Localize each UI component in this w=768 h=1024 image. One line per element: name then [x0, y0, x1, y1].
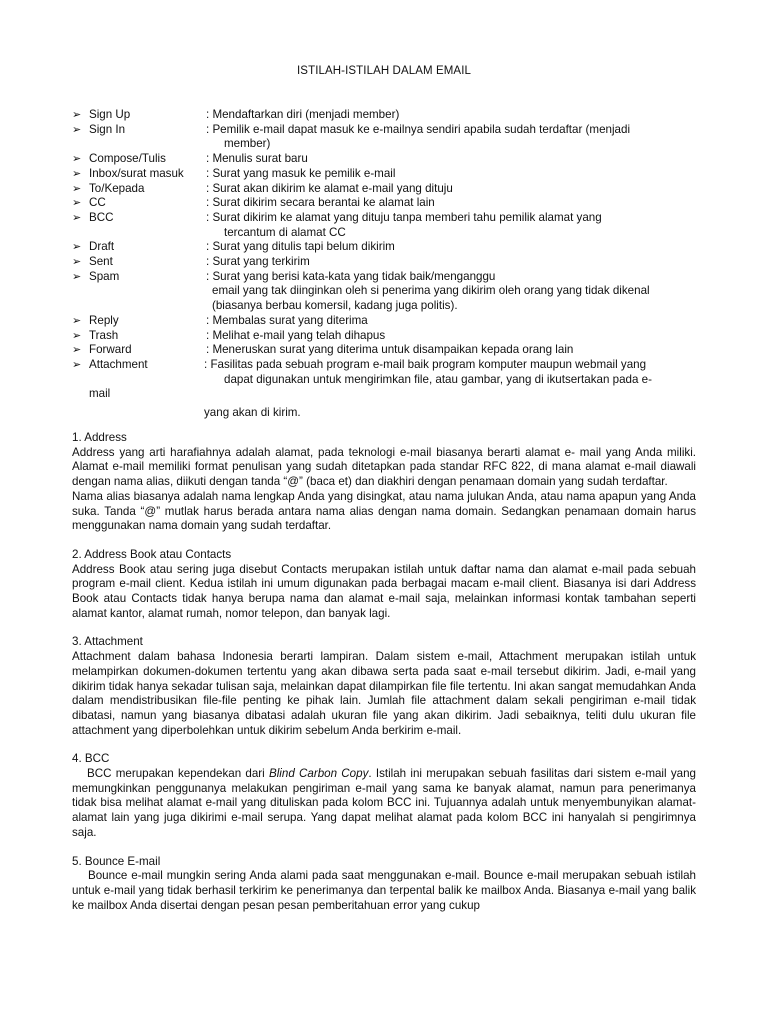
definition-desc: : Melihat e-mail yang telah dihapus: [206, 328, 386, 342]
section-title: 4. BCC: [72, 752, 110, 766]
arrow-bullet-icon: ➢: [72, 109, 82, 121]
definition-item: [72, 152, 708, 167]
definition-desc: : Menulis surat baru: [206, 152, 308, 166]
section-body: [72, 563, 696, 622]
section-address-book: [72, 548, 696, 622]
arrow-bullet-icon: ➢: [72, 314, 82, 327]
arrow-bullet-icon: ➢: [72, 270, 82, 283]
arrow-bullet-icon: ➢: [72, 358, 82, 371]
arrow-bullet-icon: ➢: [72, 344, 82, 357]
definition-item-attachment: [72, 358, 708, 421]
arrow-bullet-icon: ➢: [72, 153, 82, 166]
arrow-bullet-icon: ➢: [72, 211, 82, 224]
arrow-bullet-icon: ➢: [72, 197, 82, 210]
definition-item: [72, 196, 708, 211]
definition-term: Sign In: [89, 122, 126, 136]
definition-desc: : Membalas surat yang diterima: [206, 313, 368, 327]
section-bcc: [72, 752, 696, 840]
section-body: [72, 446, 696, 534]
definition-desc: : Surat dikirim secara berantai ke alamat lain: [206, 196, 435, 210]
definition-item: [72, 270, 708, 314]
definition-item: [72, 211, 708, 240]
arrow-bullet-icon: ➢: [72, 123, 82, 136]
definition-desc: : Surat dikirim ke alamat yang dituju tanpa memberi tahu pemilik alamat yang tercantum di alamat CC: [206, 210, 602, 239]
definition-desc: : Surat akan dikirim ke alamat e-mail yang dituju: [206, 181, 453, 195]
section-body: [72, 767, 696, 841]
definition-item: [72, 182, 708, 197]
paragraph: Address Book atau sering juga disebut Contacts merupakan istilah untuk daftar nama dan alamat e-mail pada sebuah program e-mail client. Kedua istilah ini umum digunakan pada berbagai macam e-mail client. Biasanya isi dari Address Book atau Contacts tidak hanya berupa nama dan alamat e-mail saja, melainkan informasi kontak tambahan seperti alamat kantor, alamat rumah, nomor telepon, dan banyak lagi.: [72, 562, 696, 620]
definition-term: Draft: [89, 240, 115, 254]
italic-term: Blind Carbon Copy: [269, 767, 369, 781]
section-body: [72, 650, 696, 738]
definition-desc: : Surat yang terkirim: [206, 255, 310, 269]
section-attachment: [72, 635, 696, 738]
definition-item: [72, 123, 708, 152]
definition-term: BCC: [89, 210, 114, 224]
definition-desc: : Surat yang masuk ke pemilik e-mail: [206, 166, 396, 180]
section-title: 5. Bounce E-mail: [72, 854, 161, 868]
definition-term: CC: [89, 196, 106, 210]
sections: [72, 431, 696, 927]
arrow-bullet-icon: ➢: [72, 241, 82, 254]
paragraph: Address yang arti harafiahnya adalah alamat, pada teknologi e-mail biasanya berarti alamat e- mail yang Anda miliki. Alamat e-mail memiliki format penulisan yang sudah ditetapkan pada standar RFC 822, di mana alamat e-mail diawali dengan nama alias, diikuti dengan tanda “@” (baca et) dan diakhiri dengan penamaan domain yang sudah terdaftar.: [72, 445, 696, 489]
definition-term: Reply: [89, 313, 119, 327]
document-title: ISTILAH-ISTILAH DALAM EMAIL: [297, 65, 471, 77]
section-body: [72, 869, 696, 913]
definition-item: [72, 108, 708, 123]
paragraph: BCC merupakan kependekan dari Blind Carbon Copy. Istilah ini merupakan sebuah fasilitas dari sistem e-mail yang memungkinkan penggunanya melakukan pengiriman e-mail yang sama ke banyak alamat, namun para penerimanya tidak bisa melihat alamat e-mail yang dituliskan pada kolom BCC ini. Tujuannya adalah untuk menyembunyikan alamat-alamat lain yang juga dikirimi e-mail serupa. Yang dapat melihat alamat pada kolom BCC ini hanyalah si pengirimnya saja.: [72, 767, 696, 839]
definition-term: Trash: [89, 328, 119, 342]
paragraph: Bounce e-mail mungkin sering Anda alami pada saat menggunakan e-mail. Bounce e-mail merupakan sebuah istilah untuk e-mail yang tidak berhasil terkirim ke penerimanya dan terpental balik ke mailbox Anda. Biasanya e-mail yang balik ke mailbox Anda disertai dengan pesan pesan pemberitahuan error yang cukup: [72, 869, 696, 912]
definition-desc: : Meneruskan surat yang diterima untuk disampaikan kepada orang lain: [206, 343, 574, 357]
definition-term: Forward: [89, 343, 132, 357]
definition-desc: : Mendaftarkan diri (menjadi member): [206, 108, 400, 121]
paragraph: Attachment dalam bahasa Indonesia berarti lampiran. Dalam sistem e-mail, Attachment merupakan istilah untuk melampirkan dokumen-dokumen tertentu yang akan dibawa serta pada saat e-mail tersebut dikirim. Jadi, e-mail yang dikirim tidak hanya sekadar tulisan saja, melainkan dapat dilampirkan file file tertentu. Ini akan sangat memudahkan Anda dalam mendistribusikan file-file penting ke pihak lain. Jumlah file attachment dalam sekali pengiriman e-mail tidak dibatasi, namun yang biasanya dibatasi adalah ukuran file yang akan dikirim. Jadi sebaiknya, teliti dulu ukuran file attachment yang diperbolehkan untuk dikirim sebelum Anda berkirim e-mail.: [72, 650, 696, 737]
section-title: 3. Attachment: [72, 635, 143, 649]
arrow-bullet-icon: ➢: [72, 167, 82, 180]
definition-term: Compose/Tulis: [89, 152, 166, 166]
definition-desc: : Surat yang berisi kata-kata yang tidak baik/menganggu email yang tak diinginkan oleh si penerima yang dikirim oleh orang yang tidak dikenal (biasanya berbau komersil, kadang juga politis).: [206, 269, 650, 313]
definition-term: To/Kepada: [89, 181, 145, 195]
section-address: [72, 431, 696, 534]
paragraph: Nama alias biasanya adalah nama lengkap Anda yang disingkat, atau nama julukan Anda, atau nama apapun yang Anda suka. Tanda “@” mutlak harus berada antara nama alias dengan nama domain. Sedangkan penamaan domain harus menggunakan nama domain yang sudah terdaftar.: [72, 489, 696, 533]
definition-term: Sent: [89, 255, 113, 269]
definition-term: Spam: [89, 269, 120, 283]
section-title: 1. Address: [72, 431, 127, 444]
section-title: 2. Address Book atau Contacts: [72, 547, 232, 561]
definition-term: Attachment: [89, 357, 148, 371]
definition-item: [72, 329, 708, 344]
definition-term: Sign Up: [89, 108, 131, 121]
arrow-bullet-icon: ➢: [72, 182, 82, 195]
definition-list: [72, 108, 708, 421]
definition-item: [72, 343, 708, 358]
definition-desc: : Pemilik e-mail dapat masuk ke e-mailnya sendiri apabila sudah terdaftar (menjadi member): [206, 122, 631, 151]
definition-item: [72, 240, 708, 255]
arrow-bullet-icon: ➢: [72, 329, 82, 342]
section-bounce-email: [72, 855, 696, 914]
definition-desc: : Surat yang ditulis tapi belum dikirim: [206, 240, 395, 254]
definition-item: [72, 314, 708, 329]
definition-desc: : Fasilitas pada sebuah program e-mail baik program komputer maupun webmail yang dapat digunakan untuk mengirimkan file, atau gambar, yang di ikutsertakan pada e- mail yang akan di kirim.: [89, 357, 652, 420]
definition-item: [72, 255, 708, 270]
definition-item: [72, 167, 708, 182]
arrow-bullet-icon: ➢: [72, 256, 82, 269]
definition-term: Inbox/surat masuk: [89, 166, 184, 180]
